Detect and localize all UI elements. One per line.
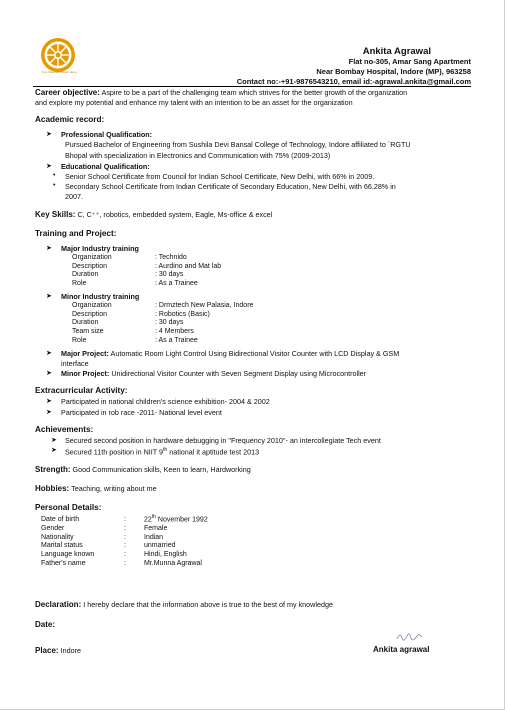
place-label: Place: — [35, 646, 59, 655]
minor-training-heading: Minor Industry training — [61, 292, 140, 301]
hobbies-label: Hobbies: — [35, 484, 70, 493]
achievement-item-2-text: Secured 11th position in NIIT 9 — [65, 447, 164, 457]
contact-header — [237, 46, 471, 87]
detail-value: Mr.Munna Agrawal — [144, 559, 202, 567]
address-line-2: Near Bombay Hospital, Indore (MP), 963258 — [316, 67, 471, 76]
detail-key: Gender — [41, 525, 65, 533]
detail-value: : Drmztech New Palasia, Indore — [155, 302, 254, 309]
detail-key: Role — [72, 280, 87, 288]
arrow-bullet-icon: ➤ — [46, 163, 52, 170]
detail-key: Father's name — [41, 559, 86, 567]
date-label: Date: — [35, 620, 56, 629]
detail-key: Duration — [72, 319, 99, 327]
detail-key: Role — [72, 336, 87, 344]
arrow-bullet-icon: ➤ — [46, 370, 52, 377]
arrow-bullet-icon: ➤ — [46, 245, 52, 252]
strength — [35, 465, 251, 475]
detail-value: : As a Trainee — [155, 336, 198, 344]
detail-key: Duration — [72, 271, 99, 279]
career-objective-label: Career objective: — [35, 88, 100, 97]
minor-project-text: Unidirectional Visitor Counter with Seven Segment Display using Microcontroller — [109, 369, 367, 378]
candidate-name: Ankita Agrawal — [362, 46, 431, 57]
brand-logo-icon — [40, 37, 76, 73]
colon: : — [124, 525, 126, 533]
colon: : — [124, 516, 126, 524]
arrow-bullet-icon: ➤ — [51, 437, 57, 444]
detail-value: : Technido — [155, 254, 187, 261]
detail-value: : Robotics (Basic) — [155, 310, 210, 318]
minor-project-label: Minor Project: — [61, 369, 110, 378]
colon: : — [124, 551, 126, 559]
major-training-details — [72, 254, 221, 289]
detail-value: unmarried — [144, 542, 176, 550]
key-skills-text: C, C⁺⁺, robotics, embedded system, Eagle, Ms-office & excel — [75, 210, 273, 219]
education-item-2b: 2007. — [65, 192, 83, 201]
detail-value: Indian — [144, 533, 164, 541]
major-project-text: Automatic Room Light Control Using Bidirectional Visitor Counter with LCD Display & GSM — [108, 349, 400, 358]
education-item-1: Senior School Certificate from Council for Indian School Certificate, New Delhi, with 66% in 2009. — [65, 172, 375, 181]
achievement-item-2-text-end: national it aptitude test 2013 — [167, 447, 260, 457]
logo-caption: Your Sitemap Brand name — [41, 70, 77, 74]
superscript: th — [163, 447, 168, 453]
education-item-2a: Secondary School Certificate from Indian Certificate of Secondary Education, New Delhi, with 66.28% in — [65, 182, 396, 191]
detail-value: 22 — [144, 516, 152, 524]
detail-value: : As a Trainee — [155, 280, 198, 288]
training-heading: Training and Project: — [35, 229, 117, 238]
personal-details-heading: Personal Details: — [35, 503, 102, 512]
career-objective-text-1: Aspire to be a part of the challenging team which strives for the better growth of the organization — [99, 88, 408, 97]
arrow-bullet-icon: ➤ — [46, 131, 52, 138]
bullet-icon: • — [53, 182, 56, 189]
extracurricular-heading: Extracurricular Activity: — [35, 386, 128, 395]
detail-value-end: November 1992 — [155, 516, 208, 524]
header-divider — [33, 86, 471, 87]
academic-heading: Academic record: — [35, 115, 105, 124]
achievement-item-2 — [65, 446, 259, 457]
detail-key: Marital status — [41, 542, 83, 550]
detail-key: Nationality — [41, 533, 74, 541]
strength-text: Good Communication skills, Keen to learn, Hardworking — [70, 465, 251, 474]
extracurricular-item-1: Participated in national children's science exhibition- 2004 & 2002 — [61, 397, 270, 406]
bullet-icon: • — [53, 172, 56, 179]
place-text: Indore — [58, 646, 81, 655]
professional-qualification-line-1: Pursued Bachelor of Engineering from Sushila Devi Bansal College of Technology, Indore affiliated to `RGTU — [65, 140, 411, 149]
detail-key: Description — [72, 310, 108, 318]
hobbies — [35, 484, 157, 494]
arrow-bullet-icon: ➤ — [51, 447, 57, 454]
major-project-text-2: interface — [61, 359, 89, 368]
detail-value: : 30 days — [155, 319, 184, 327]
achievements-heading: Achievements: — [35, 425, 94, 434]
strength-label: Strength: — [35, 465, 71, 474]
arrow-bullet-icon: ➤ — [46, 409, 52, 416]
declaration — [35, 600, 333, 610]
arrow-bullet-icon: ➤ — [46, 350, 52, 357]
contact-line: Contact no:-+91-9876543210, email id:-agrawal.ankita@gmail.com — [236, 77, 471, 86]
personal-details-table — [41, 513, 208, 569]
place — [35, 646, 81, 656]
major-training-heading: Major Industry training — [61, 244, 139, 253]
major-project-label: Major Project: — [61, 349, 109, 358]
signature-scribble-icon — [395, 631, 423, 642]
signature-name: Ankita agrawal — [373, 645, 430, 654]
colon: : — [124, 533, 126, 541]
key-skills-label: Key Skills: — [35, 210, 76, 219]
major-project — [61, 349, 399, 359]
extracurricular-item-2: Participated in rob race -2011- National level event — [61, 408, 222, 417]
colon: : — [124, 542, 126, 550]
detail-value: : 4 Members — [155, 328, 194, 336]
minor-project — [61, 369, 366, 379]
detail-value: : Aurdino and Mat lab — [155, 262, 222, 270]
detail-key: Organization — [72, 302, 112, 309]
arrow-bullet-icon: ➤ — [46, 293, 52, 300]
declaration-text: I hereby declare that the information above is true to the best of my knowledge — [81, 600, 333, 609]
hobbies-text: Teaching, writing about me — [69, 484, 157, 493]
detail-key: Team size — [72, 328, 104, 336]
detail-key: Description — [72, 262, 108, 270]
detail-key: Language known — [41, 551, 95, 559]
colon: : — [124, 559, 126, 567]
detail-value: Hindi, English — [144, 551, 187, 559]
detail-key: Organization — [72, 254, 112, 261]
professional-qualification-heading: Professional Qualification: — [61, 130, 153, 139]
achievement-item-1: Secured second position in hardware debugging in "Frequency 2010"- an intercollegiate Tech event — [65, 436, 381, 445]
address-line-1: Flat no-305, Amar Sang Apartment — [348, 57, 471, 66]
career-objective-text-2: and explore my potential and enhance my talent with an intention to be an asset for the organization — [35, 98, 353, 107]
declaration-label: Declaration: — [35, 600, 82, 609]
professional-qualification-line-2: Bhopal with specialization in Electronics and Communication with 75% (2009-2013) — [65, 151, 331, 160]
key-skills — [35, 210, 272, 220]
minor-training-details — [72, 302, 253, 346]
detail-value: Female — [144, 525, 168, 533]
superscript: th — [151, 514, 156, 520]
detail-key: Date of birth — [41, 516, 80, 524]
career-objective — [35, 88, 407, 98]
detail-value: : 30 days — [155, 271, 184, 279]
educational-qualification-heading: Educational Qualification: — [61, 162, 150, 171]
arrow-bullet-icon: ➤ — [46, 398, 52, 405]
